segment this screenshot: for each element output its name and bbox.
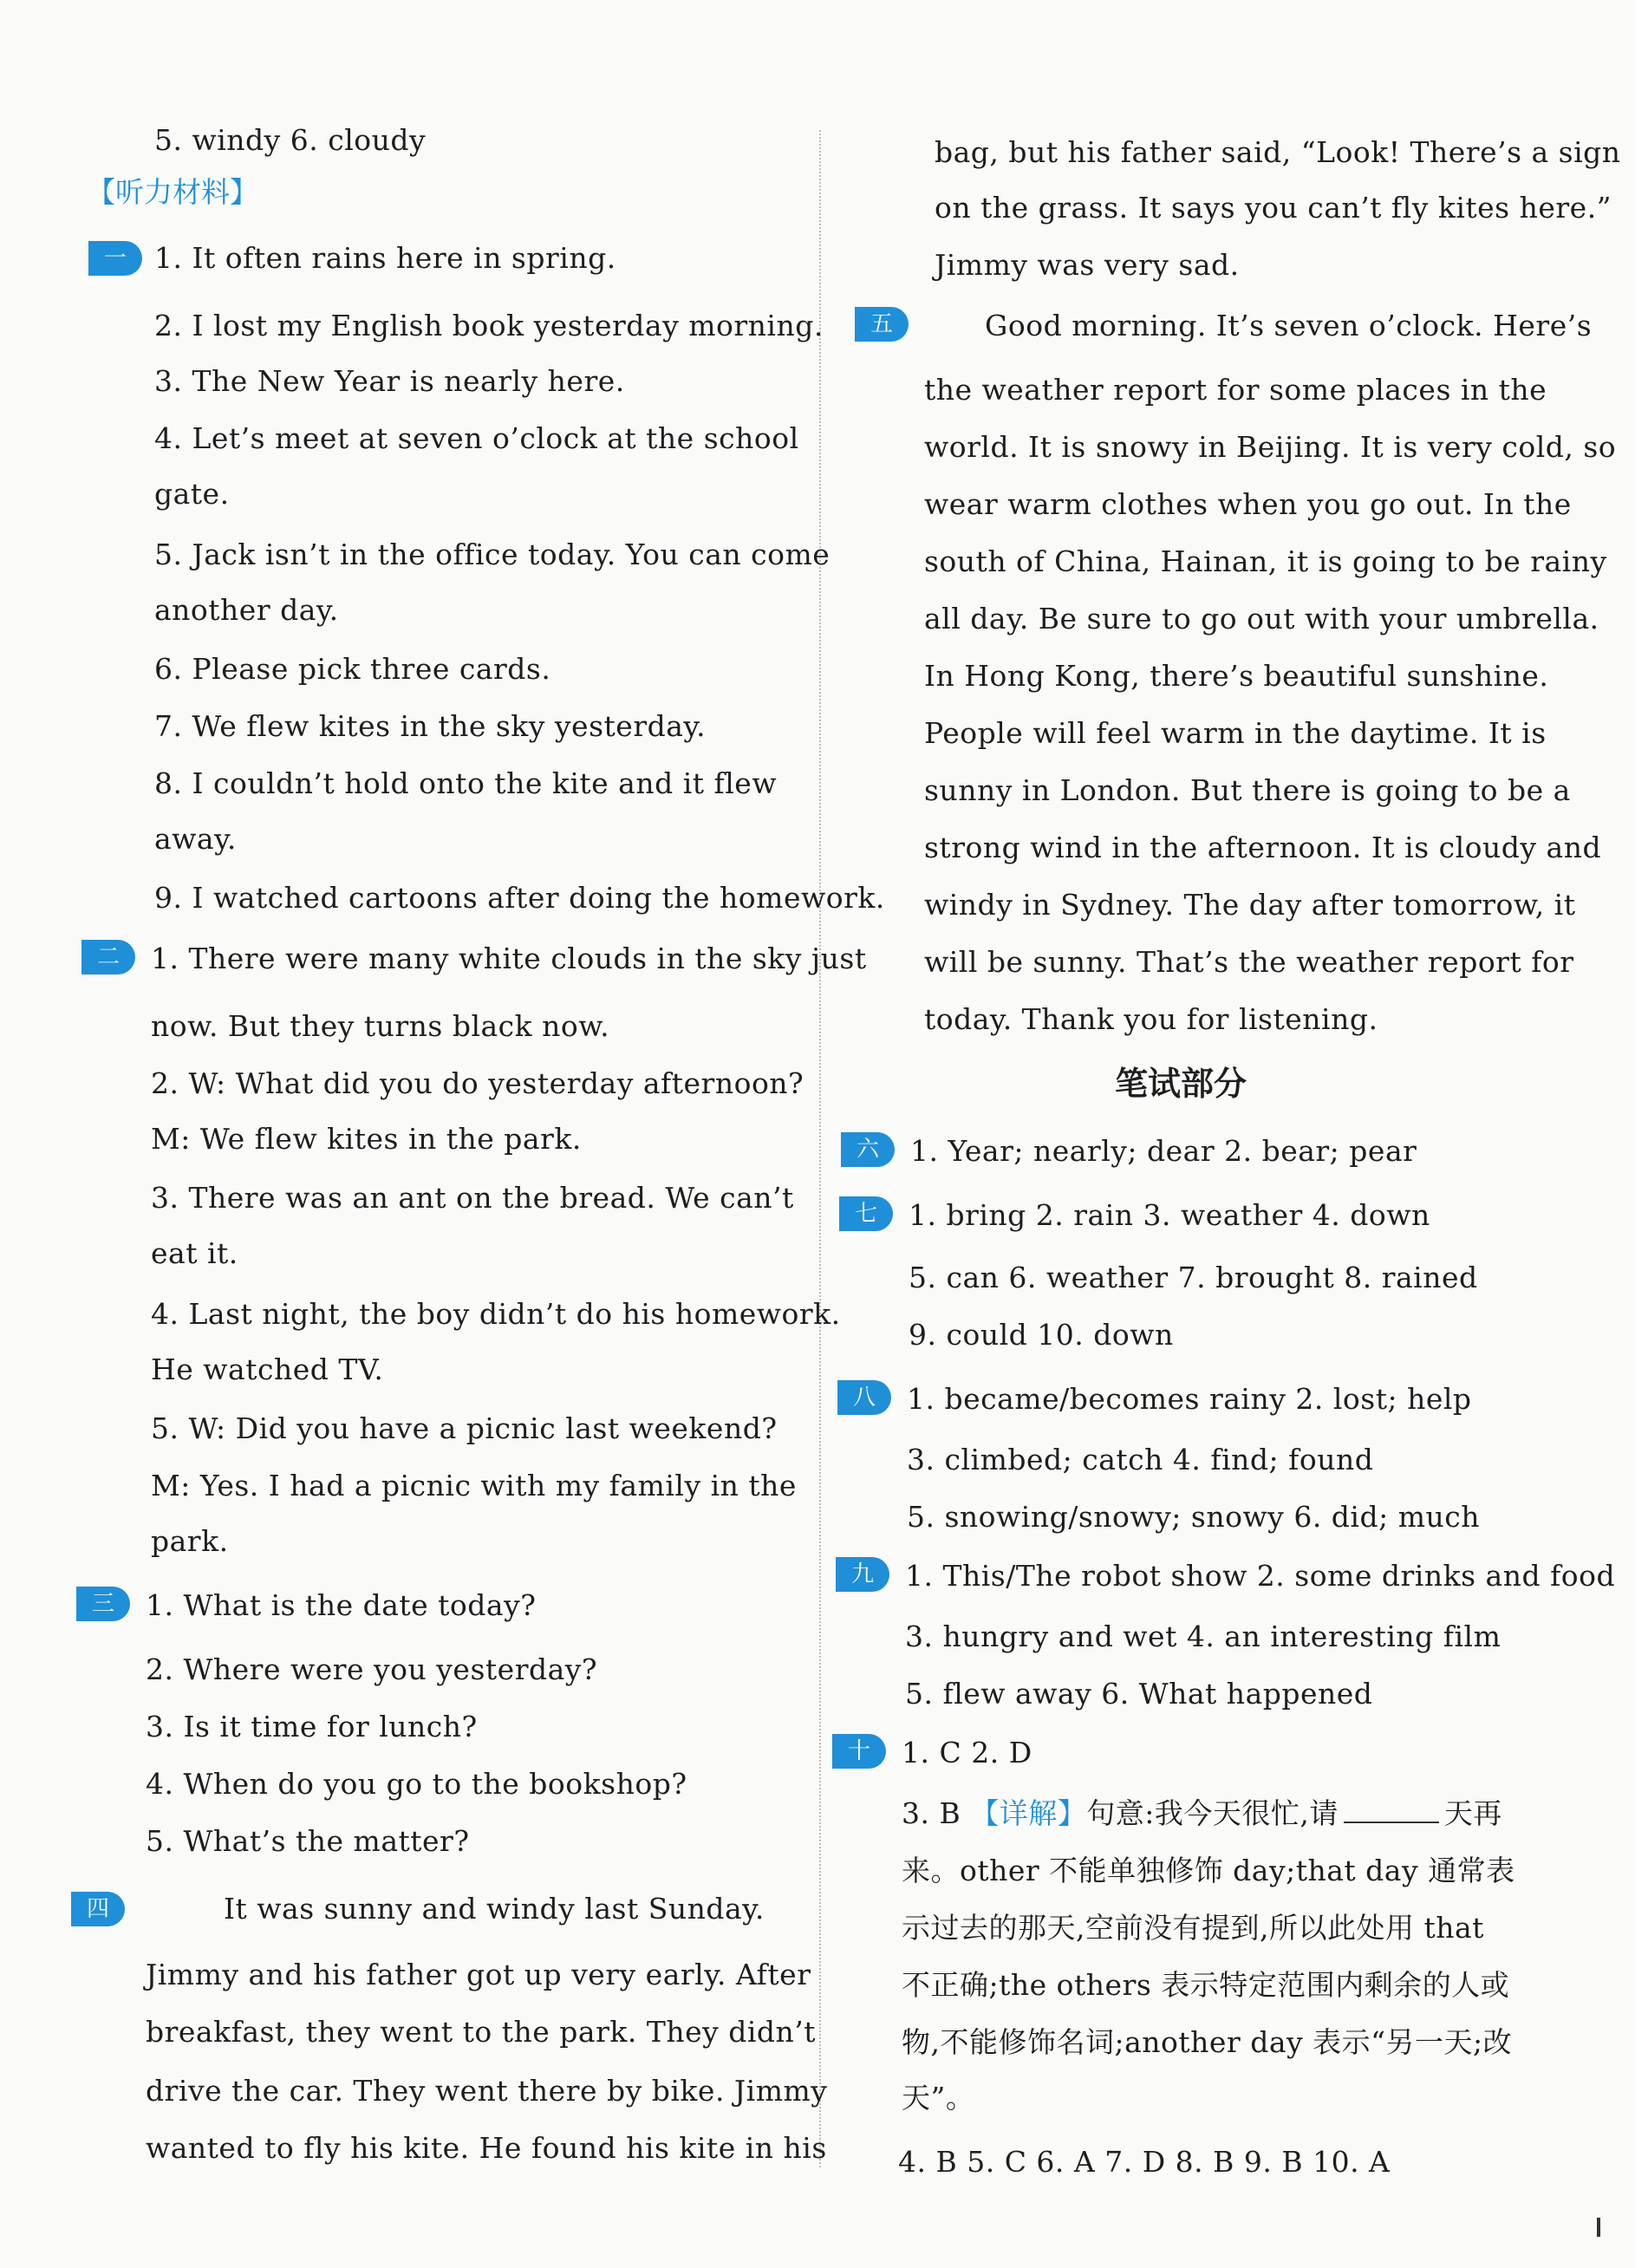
text-line: windy in Sydney. The day after tomorrow, it xyxy=(924,888,1576,922)
answer-line: 1. became/becomes rainy 2. lost; help xyxy=(907,1382,1472,1416)
text-line: 9. I watched cartoons after doing the homework. xyxy=(154,881,885,915)
text-line: eat it. xyxy=(151,1236,238,1270)
text-line: Good morning. It’s seven o’clock. Here’s xyxy=(985,309,1593,342)
answer-line: 5. can 6. weather 7. brought 8. rained xyxy=(909,1261,1478,1294)
text-line: now. But they turns black now. xyxy=(151,1009,610,1043)
section-badge-5: 五 xyxy=(855,307,909,342)
section-badge-4: 四 xyxy=(71,1892,125,1926)
text-line: 1. What is the date today? xyxy=(146,1588,537,1622)
text-line: drive the car. They went there by bike. Jimmy xyxy=(146,2074,828,2108)
text-line: 5. What’s the matter? xyxy=(146,1824,470,1858)
text-line: 4. Last night, the boy didn’t do his homework. xyxy=(151,1297,841,1331)
text-line: Jimmy was very sad. xyxy=(935,248,1240,282)
text-line: M: We flew kites in the park. xyxy=(151,1122,582,1156)
explanation-line: 物,不能修饰名词;another day 表示“另一天;改 xyxy=(902,2025,1513,2059)
answer-line: 1. C 2. D xyxy=(902,1736,1032,1769)
explanation-line: 示过去的那天,空前没有提到,所以此处用 that xyxy=(902,1911,1484,1945)
explanation-line: 天”。 xyxy=(902,2081,975,2115)
text-line: 7. We flew kites in the sky yesterday. xyxy=(154,709,707,743)
explanation-text: 句意:我今天很忙,请 xyxy=(1086,1796,1339,1830)
answer-line: 9. could 10. down xyxy=(909,1318,1174,1352)
text-line: 2. W: What did you do yesterday afternoon? xyxy=(151,1066,804,1100)
text-line: wanted to fly his kite. He found his kite in his xyxy=(146,2131,827,2165)
text-line: 3. The New Year is nearly here. xyxy=(154,364,625,398)
text-line: 1. There were many white clouds in the sky just xyxy=(151,942,867,975)
text-line: sunny in London. But there is going to be a xyxy=(924,773,1571,807)
answer-line: 5. flew away 6. What happened xyxy=(905,1677,1373,1711)
answer-line: 4. B 5. C 6. A 7. D 8. B 9. B 10. A xyxy=(898,2145,1391,2179)
text-line: park. xyxy=(151,1524,229,1558)
text-line: M: Yes. I had a picnic with my family in the xyxy=(151,1469,797,1502)
text-line: the weather report for some places in the xyxy=(924,373,1547,407)
text-line: all day. Be sure to go out with your umbrella. xyxy=(924,602,1599,635)
answer-line: 1. Year; nearly; dear 2. bear; pear xyxy=(910,1134,1417,1168)
fill-blank xyxy=(1344,1796,1439,1823)
text-line: today. Thank you for listening. xyxy=(924,1002,1378,1036)
answer-text: 3. B xyxy=(902,1796,971,1830)
text-line: 2. Where were you yesterday? xyxy=(146,1652,598,1686)
explanation-text: 天再 xyxy=(1443,1796,1502,1830)
listening-material-label: 【听力材料】 xyxy=(87,175,258,209)
text-line: wear warm clothes when you go out. In the xyxy=(924,487,1572,521)
text-line: breakfast, they went to the park. They didn’t xyxy=(146,2015,817,2049)
section-badge-1: 一 xyxy=(88,241,142,276)
section-badge-7: 七 xyxy=(839,1196,893,1231)
text-line: 3. Is it time for lunch? xyxy=(146,1710,478,1743)
written-part-heading: 笔试部分 xyxy=(1115,1065,1247,1103)
text-line: 8. I couldn’t hold onto the kite and it flew xyxy=(154,766,778,800)
text-line: away. xyxy=(154,822,237,856)
section-badge-2: 二 xyxy=(81,940,135,974)
page-edge-mark xyxy=(1597,2218,1600,2237)
section-badge-6: 六 xyxy=(841,1132,895,1167)
section-badge-9: 九 xyxy=(836,1557,889,1592)
explanation-line: 来。other 不能单独修饰 day;that day 通常表 xyxy=(902,1854,1515,1887)
text-line: It was sunny and windy last Sunday. xyxy=(224,1892,765,1926)
text-line: strong wind in the afternoon. It is cloudy and xyxy=(924,831,1602,864)
text-line: another day. xyxy=(154,593,339,627)
answer-line: 5. windy 6. cloudy xyxy=(154,123,427,157)
answer-line: 1. This/The robot show 2. some drinks and food xyxy=(905,1559,1616,1593)
answer-line: 5. snowing/snowy; snowy 6. did; much xyxy=(907,1500,1480,1534)
text-line: south of China, Hainan, it is going to be rainy xyxy=(924,544,1607,578)
text-line: 5. Jack isn’t in the office today. You can come xyxy=(154,538,831,571)
explanation-line-q3 xyxy=(902,1795,1502,1833)
text-line: 1. It often rains here in spring. xyxy=(154,241,616,275)
text-line: 3. There was an ant on the bread. We can’t xyxy=(151,1181,794,1215)
answer-line: 3. climbed; catch 4. find; found xyxy=(907,1443,1374,1476)
explanation-label: 【详解】 xyxy=(970,1796,1087,1830)
text-line: bag, but his father said, “Look! There’s a sign xyxy=(935,135,1621,169)
section-badge-8: 八 xyxy=(837,1380,891,1415)
text-line: gate. xyxy=(154,477,230,511)
column-divider xyxy=(819,130,821,2167)
text-line: will be sunny. That’s the weather report for xyxy=(924,945,1574,979)
text-line: 4. When do you go to the bookshop? xyxy=(146,1767,687,1801)
text-line: People will feel warm in the daytime. It is xyxy=(924,716,1547,750)
section-badge-10: 十 xyxy=(832,1734,886,1769)
text-line: 5. W: Did you have a picnic last weekend? xyxy=(151,1411,778,1445)
text-line: He watched TV. xyxy=(151,1352,384,1386)
answer-line: 3. hungry and wet 4. an interesting film xyxy=(905,1620,1501,1653)
text-line: world. It is snowy in Beijing. It is very cold, so xyxy=(924,430,1617,464)
text-line: 2. I lost my English book yesterday morning. xyxy=(154,309,824,342)
text-line: 4. Let’s meet at seven o’clock at the school xyxy=(154,421,799,455)
text-line: 6. Please pick three cards. xyxy=(154,652,551,686)
text-line: on the grass. It says you can’t fly kites here.” xyxy=(935,191,1612,225)
section-badge-3: 三 xyxy=(76,1587,130,1621)
text-line: Jimmy and his father got up very early. After xyxy=(146,1958,811,1991)
explanation-line: 不正确;the others 表示特定范围内剩余的人或 xyxy=(902,1968,1510,2002)
answer-line: 1. bring 2. rain 3. weather 4. down xyxy=(909,1198,1430,1232)
text-line: In Hong Kong, there’s beautiful sunshine. xyxy=(924,659,1549,693)
